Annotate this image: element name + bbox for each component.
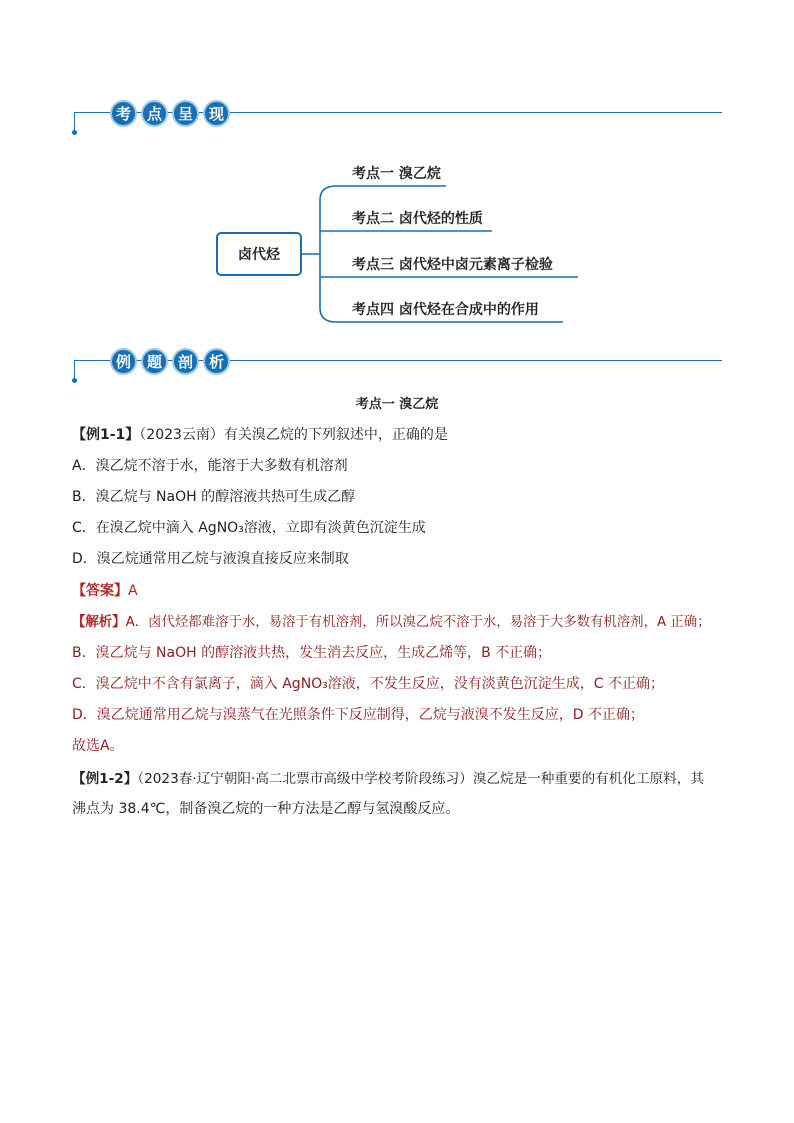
banner-badges (110, 100, 230, 127)
banner-badge: 点 (141, 100, 168, 127)
banner-badge: 呈 (172, 100, 199, 127)
answer-line (72, 580, 138, 600)
option-b: B．溴乙烷与 NaOH 的醇溶液共热可生成乙醇 (72, 489, 356, 505)
banner-corner (74, 112, 75, 132)
banner-rule (190, 112, 722, 113)
option-c: C．在溴乙烷中滴入 AgNO₃溶液，立即有淡黄色沉淀生成 (72, 520, 426, 536)
example-2-line-1 (72, 767, 704, 787)
example-2-text: （2023春·辽宁朝阳·高二北票市高级中学校考阶段练习）溴乙烷是一种重要的有机化工原料，其 (137, 771, 704, 787)
section-banner-liti (70, 348, 722, 388)
example-question-text: 有关溴乙烷的下列叙述中，正确的是 (223, 427, 448, 443)
analysis-line-d: D．溴乙烷通常用乙烷与溴蒸气在光照条件下反应制得，乙烷与液溴不发生反应，D 不正确； (72, 707, 645, 723)
option-d: D．溴乙烷通常用乙烷与液溴直接反应来制取 (72, 551, 349, 567)
banner-badge: 析 (203, 348, 230, 375)
kaodian-title: 考点一 溴乙烷 (355, 397, 439, 412)
analysis-line-c: C．溴乙烷中不含有氯离子，滴入 AgNO₃溶液，不发生反应，没有淡黄色沉淀生成，C 不正确； (72, 676, 665, 692)
option-a: A．溴乙烷不溶于水，能溶于大多数有机溶剂 (72, 458, 348, 474)
example-tag: 【例1-2】 (72, 771, 138, 787)
banner-badge: 现 (203, 100, 230, 127)
analysis-line-b: B．溴乙烷与 NaOH 的醇溶液共热，发生消去反应，生成乙烯等，B 不正确； (72, 645, 552, 661)
answer-tag: 【答案】 (72, 583, 128, 599)
example-2-line-2: 沸点为 38.4℃，制备溴乙烷的一种方法是乙醇与氢溴酸反应。 (72, 801, 460, 817)
mindmap-branch-4: 考点四 卤代烃在合成中的作用 (352, 302, 539, 318)
mindmap-branch-2: 考点二 卤代烃的性质 (352, 211, 483, 227)
example-source: （2023云南） (139, 427, 224, 443)
section-banner-kaodian (70, 100, 722, 140)
banner-badge: 剖 (172, 348, 199, 375)
mindmap-root: 卤代烃 (216, 232, 302, 276)
banner-dot (72, 130, 77, 135)
banner-corner (74, 360, 75, 380)
banner-dot (72, 378, 77, 383)
answer-value: A (128, 583, 138, 599)
banner-badge: 考 (110, 100, 137, 127)
banner-rule (190, 360, 722, 361)
conclusion-line: 故选A。 (72, 738, 124, 754)
mindmap-bracket (320, 186, 336, 322)
example-tag: 【例1-1】 (72, 427, 140, 443)
analysis-line-a (72, 611, 711, 630)
analysis-tag: 【解析】 (72, 615, 126, 630)
mindmap-branch-3: 考点三 卤代烃中卤元素离子检验 (352, 257, 553, 273)
example-1-question (72, 424, 448, 444)
mindmap-branch-1: 考点一 溴乙烷 (352, 166, 441, 182)
banner-badge: 例 (110, 348, 137, 375)
banner-badge: 题 (141, 348, 168, 375)
banner-badges (110, 348, 230, 375)
analysis-text: A．卤代烃都难溶于水，易溶于有机溶剂，所以溴乙烷不溶于水，易溶于大多数有机溶剂，A 正确； (125, 615, 711, 630)
